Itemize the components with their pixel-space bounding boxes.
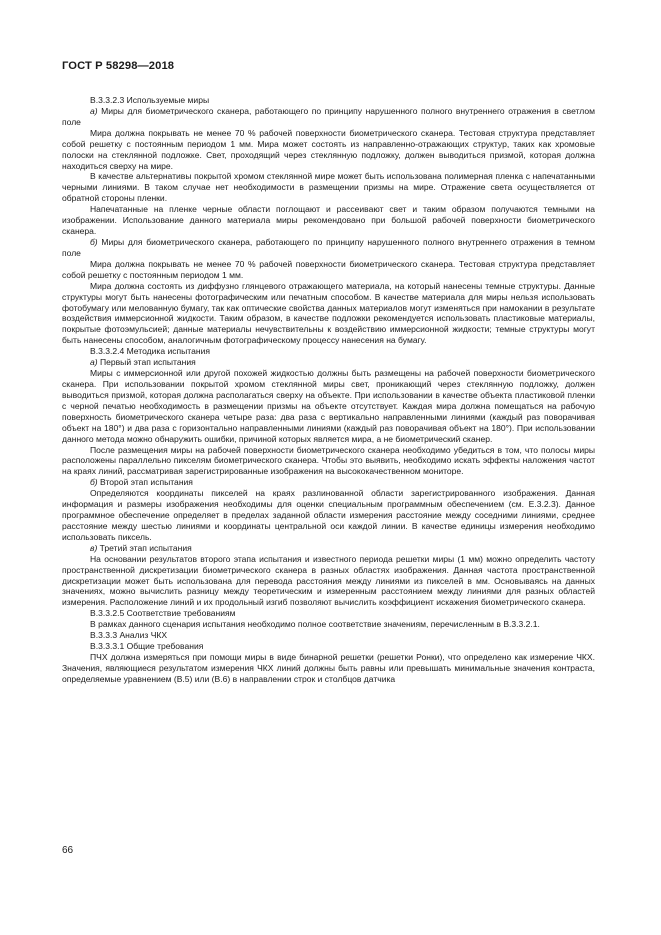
section-heading: В.3.3.2.5 Соответствие требованиям <box>90 608 236 619</box>
list-marker: в) <box>90 542 98 553</box>
document-body <box>62 95 595 685</box>
list-item-paragraph: а) Первый этап испытания <box>90 357 196 368</box>
list-marker: а) <box>90 357 98 368</box>
list-item-paragraph: б) Второй этап испытания <box>90 477 193 488</box>
body-paragraph: Мира должна покрывать не менее 70 % рабочей поверхности биометрического сканера. Тестовая структура представляет собой решетку с постоянным периодом 1 мм. Мира может состоять из направленно-отражающих структур, таких как хромовые полоски на стеклянной подложке. Свет, проходящий через стеклянную подложку, должен выводиться призмой, которая должна находиться сверху на мире. <box>62 127 595 171</box>
body-paragraph: Мира должна покрывать не менее 70 % рабочей поверхности биометрического сканера. Тестовая структура представляет собой решетку с постоянным периодом 1 мм. <box>62 258 595 280</box>
body-paragraph: ПЧХ должна измеряться при помощи миры в виде бинарной решетки (решетки Ронки), что определено как измерение ЧКХ. Значения, являющиеся результатом измерения ЧКХ линий должны быть равны или превышать минимальные значения контраста, определяемые уравнением (В.5) или (В.6) в направлении строк и столбцов датчика <box>62 652 595 684</box>
body-paragraph: После размещения миры на рабочей поверхности биометрического сканера необходимо убедиться в том, что полосы миры расположены параллельно пикселям биометрического сканера. Чтобы это выявить, необходимо искать эффекты наложения частот на краях линий, рассматривая зарегистрированные изображения на высококачественном мониторе. <box>62 444 595 477</box>
page-number: 66 <box>62 845 74 856</box>
list-item-paragraph: а) Миры для биометрического сканера, работающего по принципу нарушенного полного внутреннего отражения в светлом поле <box>62 105 595 127</box>
list-item-paragraph: в) Третий этап испытания <box>90 542 192 553</box>
body-paragraph: Мира должна состоять из диффузно глянцевого отражающего материала, на который нанесены темные структуры. Данные структуры могут быть нанесены фотографическим или печатным способом. В качестве материала для миры нельзя использовать фотобумагу или мелованную бумагу, так как оптические свойства данных материалов могут изменяться при намокании в результате воздействия иммерсионной жидкости. Таким образом, в качестве подложки рекомендуется использовать пластиковые материалы, покрытые фотоэмульсией; данные материалы нечувствительны к воздействию иммерсионной жидкости; темные структуры могут быть нанесены способом, аналогичным фотографическому процессу нанесения на бумагу. <box>62 280 595 346</box>
body-paragraph: В рамках данного сценария испытания необходимо полное соответствие значениям, перечисленным в В.3.3.2.1. <box>90 619 540 630</box>
section-heading: В.3.3.3.1 Общие требования <box>90 641 204 652</box>
list-marker: б) <box>90 477 98 488</box>
body-paragraph: В качестве альтернативы покрытой хромом стеклянной мире может быть использована полимерная пленка с напечатанными черными линиями. В таком случае нет необходимости в размещении призмы на мире. Отражение света осуществляется от обратной стороны пленки. <box>62 171 595 204</box>
list-marker: а) <box>90 105 98 116</box>
standard-designation: ГОСТ Р 58298—2018 <box>62 60 175 72</box>
body-paragraph: Определяются координаты пикселей на краях разлинованной области зарегистрированного изображения. Данная информация и размеры изображения необходимы для оценки специальным программным обеспечением (см. Е.3.2.3). Данное программное обеспечение определяет в пределах заданной области измерения расстояние между соседними линиями, среднее расстояние между шестью линиями и координаты центральной оси каждой линии. В качестве единицы измерения необходимо использовать пиксель. <box>62 488 595 542</box>
section-heading: В.3.3.2.3 Используемые миры <box>90 95 210 105</box>
list-item-paragraph: б) Миры для биометрического сканера, работающего по принципу нарушенного полного внутреннего отражения в темном поле <box>62 236 595 258</box>
section-heading: В.3.3.2.4 Методика испытания <box>90 346 210 357</box>
list-marker: б) <box>90 236 98 247</box>
section-heading: В.3.3.3 Анализ ЧКХ <box>90 630 168 641</box>
body-paragraph: Напечатанные на пленке черные области поглощают и рассеивают свет и таким образом получаются темными на изображении. Использование данного материала миры рекомендовано при большой рабочей поверхности биометрического сканера. <box>62 204 595 237</box>
body-paragraph: На основании результатов второго этапа испытания и известного периода решетки миры (1 мм) можно определить частоту пространственной дискретизации биометрического сканера в разных областях изображения. Данная частота пространственной дискретизации может быть использована для перевода расстояния между линиями из пикселей в мм. Основываясь на данных значениях, можно вычислить разницу между теоретическим и измеренным расстоянием между линиями для разных областей измерения. Расположение линий и их продольный изгиб позволяют вычислить коэффициент искажения биометрического сканера. <box>62 553 595 608</box>
body-paragraph: Миры с иммерсионной или другой похожей жидкостью должны быть размещены на рабочей поверхности биометрического сканера. При использовании покрытой хромом стеклянной миры свет, проникающий через стеклянную подложку, должен выводиться призмой, которая должна располагаться сверху на объекте. При использовании в качестве объекта пластиковой пленки с черной печатью необходимость в размещении призмы на объекте отсутствует. Каждая мира должна помещаться на рабочую поверхность биометрического сканера четыре раза: два раза с вертикально направленными линиями (каждый раз поворачивая объект на 180°) и два раза с горизонтально направленными линиями (каждый раз поворачивая объект на 180°). При использовании данного метода можно обнаружить ошибки, причиной которых является мира, а не биометрический сканер. <box>62 368 595 444</box>
